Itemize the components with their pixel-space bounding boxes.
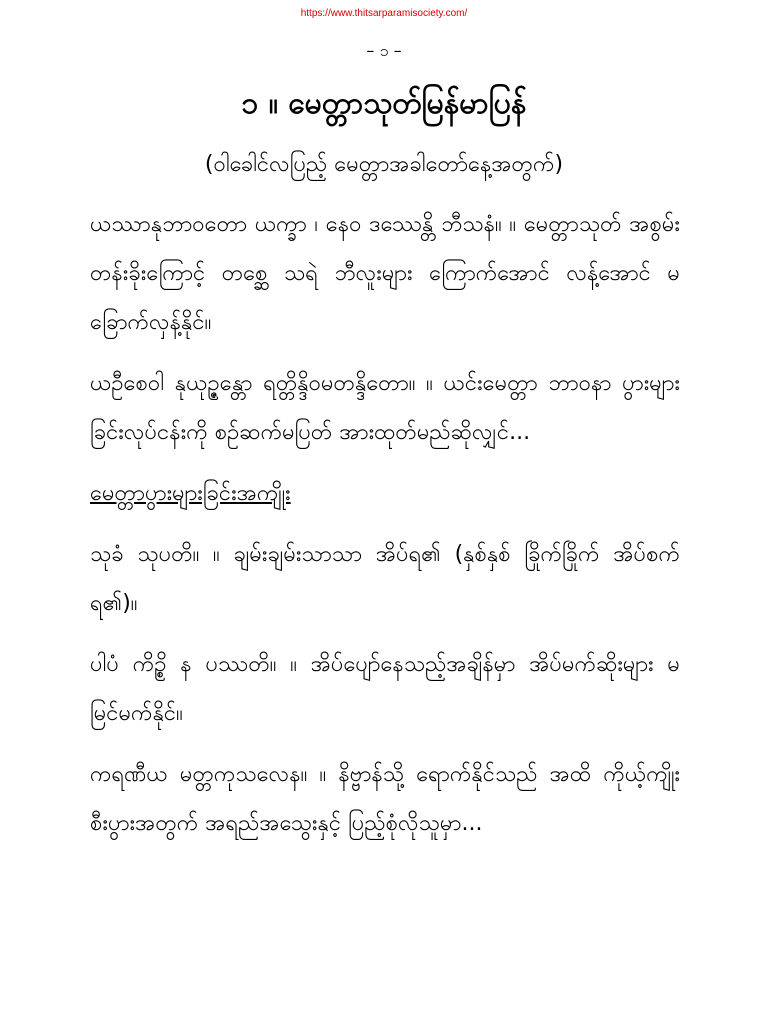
document-body xyxy=(90,200,680,860)
paragraph: ယဦစေဝါ နုယုဥ္ဇန္တော ရတ္တိန္ဒိဝမတန္ဒိတော။ ။ ယင်းမေတ္တာ ဘာဝနာ ပွားများခြင်းလုပ်ငန်းကို စဉ်ဆက်မပြတ် အားထုတ်မည်ဆိုလျှင်... xyxy=(90,371,680,445)
paragraph: ကရဏီယ မတ္တကုသလေန။ ။ နိဗ္ဗာန်သို့ ရောက်နိုင်သည် အထိ ကိုယ့်ကျိုးစီးပွားအတွက် အရည်အသွေးနှင့် ပြည့်စုံလိုသူမှာ... xyxy=(90,762,680,836)
page-number: – ၁ – xyxy=(366,41,402,60)
paragraph: ပါပံ ကိဉ္စိ န ပဿတိ။ ။ အိပ်ပျော်နေသည့်အချိန်မှာ အိပ်မက်ဆိုးများ မမြင်မက်နိုင်။ xyxy=(90,652,680,726)
paragraph: ယဿာနုဘာဝတော ယက္ခာ ၊ နေဝ ဒဿေန္တိ ဘီသနံ။ ။ မေတ္တာသုတ် အစွမ်းတန်းခိုးကြောင့် တစ္ဆေ သရဲ ဘီလူးများ ကြောက်အောင် လန့်အောင် မခြောက်လှန့်နိုင်။ xyxy=(90,212,680,335)
header-url[interactable]: https://www.thitsarparamisociety.com/ xyxy=(300,8,468,19)
paragraph: သုခံ သုပတိ။ ။ ချမ်းချမ်းသာသာ အိပ်ရ၏ (နှစ်နှစ် ခြိုက်ခြိုက် အိပ်စက်ရ၏)။ xyxy=(90,542,680,616)
section-heading: မေတ္တာပွားများခြင်းအကျိုး xyxy=(90,481,291,506)
page-title: ၁ ။ မေတ္တာသုတ်မြန်မာပြန် xyxy=(241,86,527,121)
page-subtitle: (ဝါခေါင်လပြည့် မေတ္တာအခါတော်နေ့အတွက်) xyxy=(204,152,564,177)
